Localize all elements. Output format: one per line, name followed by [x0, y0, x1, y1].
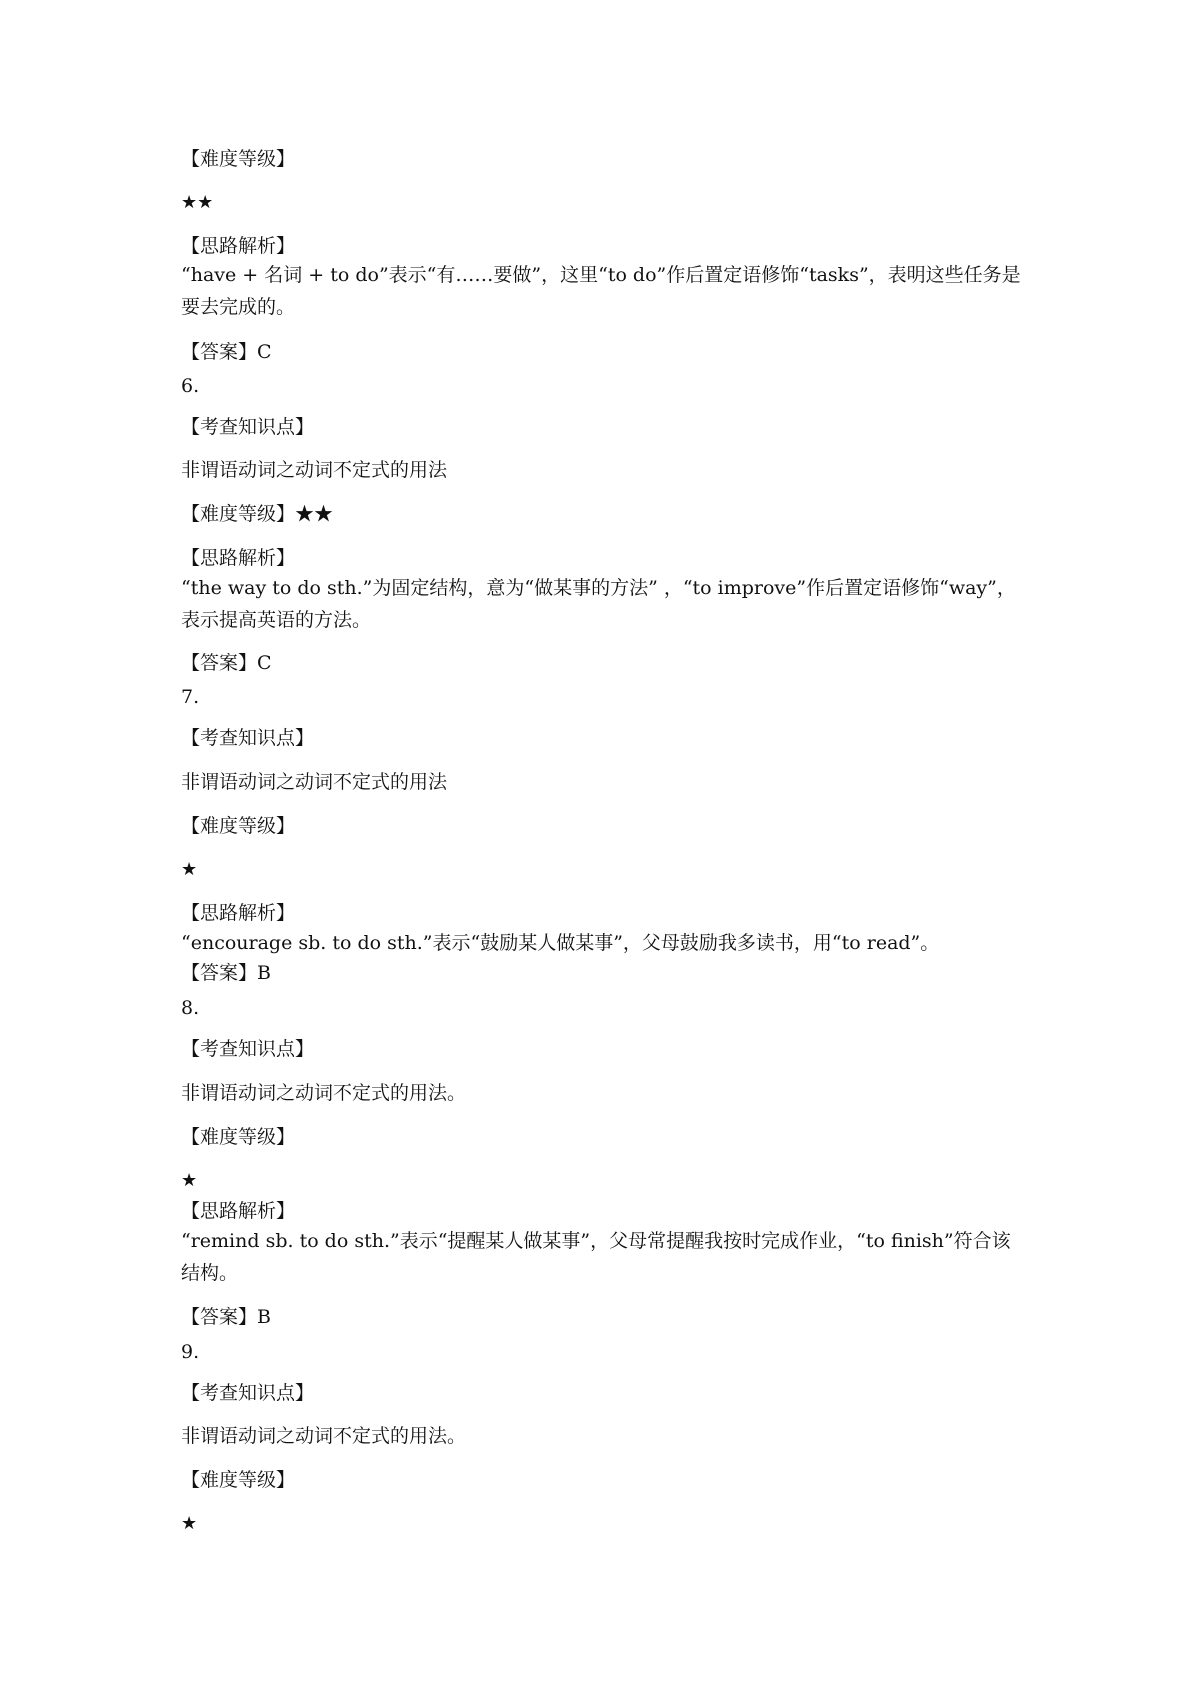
q5-analysis-text: “have + 名词 + to do”表示“有……要做”，这里“to do”作后置定语修饰“tasks”，表明这些任务是要去完成的。	[181, 264, 1021, 318]
q7-knowledge-text: 非谓语动词之动词不定式的用法	[181, 771, 448, 793]
q9-difficulty-heading: 【难度等级】	[181, 1469, 296, 1491]
q6-analysis-text: “the way to do sth.”为固定结构，意为“做某事的方法” ，“to improve”作后置定语修饰“way”，表示提高英语的方法。	[181, 577, 1016, 631]
q8-difficulty-heading: 【难度等级】	[181, 1126, 296, 1148]
q6-analysis-heading: 【思路解析】	[181, 547, 296, 569]
q6-difficulty: 【难度等级】★★	[181, 503, 334, 525]
q6-knowledge-heading: 【考查知识点】	[181, 416, 315, 438]
q7-difficulty-stars: ★	[181, 859, 198, 880]
q5-analysis-heading: 【思路解析】	[181, 235, 296, 257]
q9-difficulty-stars: ★	[181, 1513, 198, 1534]
q8-analysis-text: “remind sb. to do sth.”表示“提醒某人做某事”，父母常提醒我按时完成作业，“to finish”符合该结构。	[181, 1230, 1011, 1284]
q6-answer: 【答案】C	[181, 652, 272, 674]
q8-analysis-heading: 【思路解析】	[181, 1200, 296, 1222]
q8-knowledge-heading: 【考查知识点】	[181, 1038, 315, 1060]
q6-knowledge-text: 非谓语动词之动词不定式的用法	[181, 459, 448, 481]
q7-analysis-text: “encourage sb. to do sth.”表示“鼓励某人做某事”，父母鼓励我多读书，用“to read”。	[181, 932, 940, 954]
q9-knowledge-text: 非谓语动词之动词不定式的用法。	[181, 1425, 467, 1447]
q8-number: 8.	[181, 997, 200, 1019]
q8-knowledge-text: 非谓语动词之动词不定式的用法。	[181, 1082, 467, 1104]
q5-difficulty-heading: 【难度等级】	[181, 148, 296, 170]
q7-knowledge-heading: 【考查知识点】	[181, 727, 315, 749]
q7-difficulty-heading: 【难度等级】	[181, 815, 296, 837]
q9-number: 9.	[181, 1341, 200, 1363]
q5-answer: 【答案】C	[181, 341, 272, 363]
q7-answer: 【答案】B	[181, 962, 271, 984]
q8-answer: 【答案】B	[181, 1306, 271, 1328]
q7-number: 7.	[181, 686, 200, 708]
q6-number: 6.	[181, 375, 200, 397]
q8-difficulty-stars: ★	[181, 1170, 198, 1191]
q5-difficulty-stars: ★★	[181, 192, 214, 213]
q7-analysis-heading: 【思路解析】	[181, 902, 296, 924]
q9-knowledge-heading: 【考查知识点】	[181, 1382, 315, 1404]
